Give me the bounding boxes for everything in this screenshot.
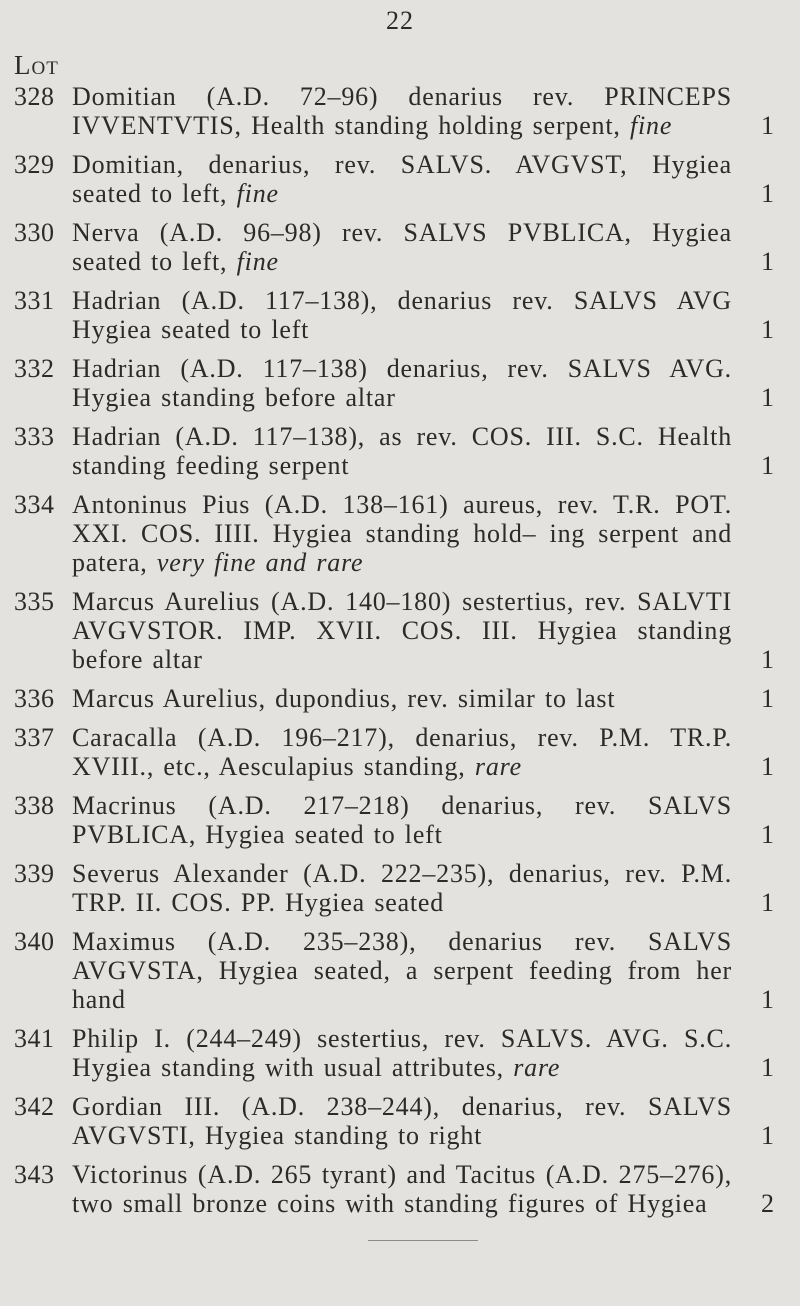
lot-grade: rare <box>474 752 522 781</box>
lot-list <box>0 82 800 1228</box>
lot-entry <box>0 150 800 208</box>
lot-quantity: 1 <box>761 383 774 412</box>
lot-description <box>72 354 732 412</box>
lot-quantity: 1 <box>761 179 774 208</box>
lot-entry <box>0 1024 800 1082</box>
lot-number: 335 <box>14 587 55 616</box>
lot-number: 329 <box>14 150 55 179</box>
lot-quantity: 1 <box>761 645 774 674</box>
lot-grade: rare <box>513 1053 561 1082</box>
lot-description <box>72 422 732 480</box>
lot-quantity: 1 <box>761 985 774 1014</box>
lot-description <box>72 490 732 577</box>
lot-quantity: 1 <box>761 684 774 713</box>
lot-number: 331 <box>14 286 55 315</box>
lot-quantity: 1 <box>761 820 774 849</box>
lot-quantity: 1 <box>761 1121 774 1150</box>
lot-description-text: Macrinus (A.D. 217–218) denarius, rev. SALVS PVBLICA, Hygiea seated to left <box>72 791 732 849</box>
lot-description-text: Hadrian (A.D. 117–138), as rev. COS. III. S.C. Health standing feeding serpent <box>72 422 732 480</box>
lot-description <box>72 1024 732 1082</box>
lot-description-text: Domitian (A.D. 72–96) denarius rev. PRINCEPS IVVENTVTIS, Health standing holding serpent, <box>72 82 732 140</box>
lot-column-heading: Lot <box>14 50 59 80</box>
lot-quantity: 1 <box>761 752 774 781</box>
lot-quantity: 1 <box>761 247 774 276</box>
lot-description <box>72 927 732 1014</box>
lot-description <box>72 723 732 781</box>
lot-entry <box>0 1092 800 1150</box>
lot-entry <box>0 859 800 917</box>
lot-quantity: 1 <box>761 1053 774 1082</box>
lot-description-text: Marcus Aurelius (A.D. 140–180) sestertius, rev. SALVTI AVGVSTOR. IMP. XVII. COS. III. Hygiea standing before altar <box>72 587 732 674</box>
lot-entry <box>0 490 800 577</box>
lot-description-text: Antoninus Pius (A.D. 138–161) aureus, rev. T.R. POT. XXI. COS. IIII. Hygiea standing hold– ing serpent and patera, <box>72 490 732 577</box>
lot-number: 330 <box>14 218 55 247</box>
lot-grade: very fine and rare <box>156 548 364 577</box>
lot-description-text: Philip I. (244–249) sestertius, rev. SALVS. AVG. S.C. Hygiea standing with usual attributes, <box>72 1024 732 1082</box>
lot-number: 337 <box>14 723 55 752</box>
lot-quantity: 2 <box>761 1189 774 1218</box>
lot-description <box>72 150 732 208</box>
lot-description-text: Gordian III. (A.D. 238–244), denarius, rev. SALVS AVGVSTI, Hygiea standing to right <box>72 1092 732 1150</box>
lot-entry <box>0 791 800 849</box>
lot-entry <box>0 587 800 674</box>
lot-number: 343 <box>14 1160 55 1189</box>
lot-entry <box>0 286 800 344</box>
lot-entry <box>0 422 800 480</box>
lot-description-text: Caracalla (A.D. 196–217), denarius, rev. P.M. TR.P. XVIII., etc., Aesculapius standing, <box>72 723 732 781</box>
lot-number: 338 <box>14 791 55 820</box>
lot-description-text: Domitian, denarius, rev. SALVS. AVGVST, Hygiea seated to left, <box>72 150 732 208</box>
lot-number: 340 <box>14 927 55 956</box>
lot-number: 328 <box>14 82 55 111</box>
lot-entry <box>0 723 800 781</box>
lot-description <box>72 1092 732 1150</box>
lot-entry <box>0 927 800 1014</box>
lot-quantity: 1 <box>761 315 774 344</box>
lot-quantity: 1 <box>761 111 774 140</box>
lot-number: 334 <box>14 490 55 519</box>
lot-description-text: Maximus (A.D. 235–238), denarius rev. SALVS AVGVSTA, Hygiea seated, a serpent feeding from her hand <box>72 927 732 1014</box>
lot-description <box>72 587 732 674</box>
lot-description <box>72 791 732 849</box>
lot-description <box>72 684 732 713</box>
lot-number: 339 <box>14 859 55 888</box>
lot-number: 336 <box>14 684 55 713</box>
lot-grade: fine <box>236 179 279 208</box>
lot-quantity: 1 <box>761 451 774 480</box>
lot-entry <box>0 82 800 140</box>
lot-description-text: Marcus Aurelius, dupondius, rev. similar to last <box>72 684 616 713</box>
lot-description-text: Severus Alexander (A.D. 222–235), denarius, rev. P.M. TRP. II. COS. PP. Hygiea seated <box>72 859 732 917</box>
lot-description <box>72 218 732 276</box>
lot-number: 341 <box>14 1024 55 1053</box>
lot-entry <box>0 684 800 713</box>
lot-grade: fine <box>236 247 279 276</box>
page-number: 22 <box>386 6 414 35</box>
lot-description-text: Nerva (A.D. 96–98) rev. SALVS PVBLICA, Hygiea seated to left, <box>72 218 732 276</box>
lot-description-text: Hadrian (A.D. 117–138) denarius, rev. SALVS AVG. Hygiea standing before altar <box>72 354 732 412</box>
lot-description <box>72 286 732 344</box>
lot-grade: fine <box>629 111 673 140</box>
lot-entry <box>0 218 800 276</box>
lot-number: 333 <box>14 422 55 451</box>
lot-description-text: Hadrian (A.D. 117–138), denarius rev. SALVS AVG Hygiea seated to left <box>72 286 732 344</box>
lot-quantity: 1 <box>761 888 774 917</box>
end-rule <box>368 1240 478 1241</box>
lot-number: 342 <box>14 1092 55 1121</box>
lot-description <box>72 1160 732 1218</box>
lot-number: 332 <box>14 354 55 383</box>
lot-description-text: Victorinus (A.D. 265 tyrant) and Tacitus (A.D. 275–276), two small bronze coins with standing figures of Hygiea <box>72 1160 732 1218</box>
lot-entry <box>0 354 800 412</box>
lot-entry <box>0 1160 800 1218</box>
lot-description <box>72 859 732 917</box>
lot-description <box>72 82 732 140</box>
